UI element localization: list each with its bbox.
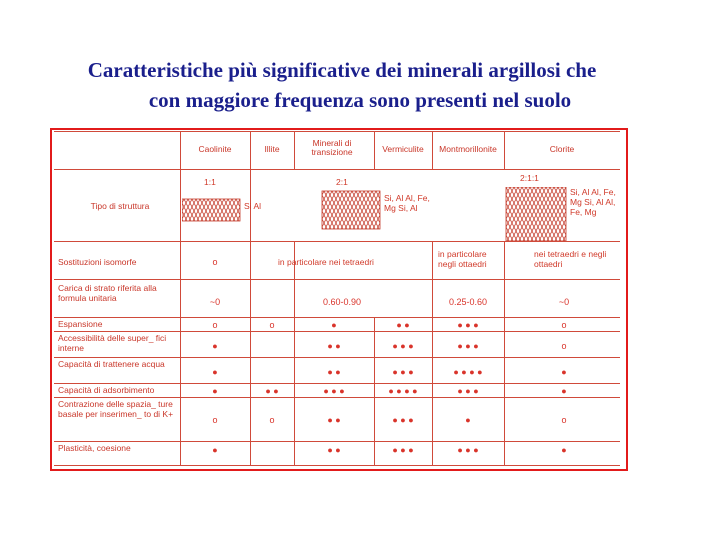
ratio-21: 2:1 (336, 177, 348, 187)
property-mark: ● (331, 320, 337, 330)
property-mark: ● (561, 386, 567, 396)
table-rule (54, 383, 620, 384)
property-mark: ● ● (265, 386, 279, 396)
table-rule (54, 131, 620, 132)
property-mark: o (212, 320, 218, 330)
table-rule (54, 441, 620, 442)
substitutions-chlorite-text: nei tetraedri e negli ottaedri (534, 249, 607, 269)
slide-title-line2: con maggiore frequenza sono presenti nel suolo (148, 88, 572, 112)
table-rule (54, 279, 620, 280)
layer-charge-montmorillonite: 0.25-0.60 (448, 297, 488, 307)
table-rule (294, 241, 295, 465)
property-mark: ● ● ● (392, 445, 414, 455)
mark-kaolinite-substitutions: o (212, 257, 218, 267)
chlorite-layer-diagram (506, 187, 566, 241)
kaolinite-structure-label: Si Al (244, 201, 262, 211)
row-label-layer-charge: Carica di strato riferita alla formula unitaria (58, 283, 157, 303)
table-rule (54, 169, 620, 170)
row-label-substitutions: Sostituzioni isomorfe (58, 257, 137, 267)
row-label-accessibility: Accessibilità delle super_ fici interne (58, 333, 167, 353)
property-mark: ● (561, 367, 567, 377)
property-mark: ● ● ● (457, 386, 479, 396)
ratio-211: 2:1:1 (520, 173, 539, 183)
property-mark: ● ● (327, 341, 341, 351)
property-mark: o (561, 320, 567, 330)
table-rule (54, 397, 620, 398)
property-mark: ● ● ● (457, 445, 479, 455)
property-mark: ● ● ● (392, 341, 414, 351)
property-mark: ● ● (327, 367, 341, 377)
property-mark: ● (212, 386, 218, 396)
header-illite: Illite (264, 144, 280, 154)
header-kaolinite: Caolinite (198, 144, 232, 154)
property-mark: ● ● ● ● (388, 386, 418, 396)
property-mark: o (212, 415, 218, 425)
property-mark: ● ● (327, 445, 341, 455)
table-rule (294, 131, 295, 169)
property-mark: ● ● ● (323, 386, 345, 396)
row-label-plasticity: Plasticità, coesione (58, 443, 131, 453)
property-mark: ● ● ● (457, 320, 479, 330)
row-label-structure: Tipo di struttura (90, 201, 150, 211)
table-rule (54, 465, 620, 466)
property-mark: ● ● ● (392, 415, 414, 425)
table-rule (54, 241, 620, 242)
chlorite-structure-label: Si, Al Al, Fe, Mg Si, Al Al, Fe, Mg (570, 187, 616, 217)
header-chlorite: Clorite (549, 144, 575, 154)
table-rule (250, 131, 251, 465)
property-mark: o (269, 320, 275, 330)
header-montmorillonite: Montmorillonite (439, 144, 497, 154)
clay-minerals-table (54, 131, 620, 465)
layer-charge-21: 0.60-0.90 (322, 297, 362, 307)
property-mark: ● ● ● (457, 341, 479, 351)
slide-title-line1: Caratteristiche più significative dei minerali argillosi che (87, 58, 597, 82)
property-mark: ● ● (396, 320, 410, 330)
property-mark: ● (561, 445, 567, 455)
header-transition-minerals: Minerali di transizione (311, 138, 353, 157)
property-mark: ● (465, 415, 471, 425)
property-mark: ● (212, 367, 218, 377)
substitutions-tetra-text: in particolare nei tetraedri (278, 257, 374, 267)
property-mark: ● ● ● ● (453, 367, 483, 377)
row-label-expansion: Espansione (58, 319, 103, 329)
property-mark: ● (212, 445, 218, 455)
21-structure-label: Si, Al Al, Fe, Mg Si, Al (384, 193, 430, 213)
table-rule (54, 357, 620, 358)
layer-charge-kaolinite: ~0 (209, 297, 221, 307)
table-rule (504, 241, 505, 465)
row-label-adsorption: Capacità di adsorbimento (58, 385, 155, 395)
property-mark: ● (212, 341, 218, 351)
21-layer-diagram (322, 191, 380, 229)
property-mark: o (269, 415, 275, 425)
table-rule (432, 241, 433, 465)
row-label-contraction: Contrazione delle spazia_ ture basale per inserimen_ to di K+ (58, 399, 174, 419)
substitutions-octa-text: in particolare negli ottaedri (438, 249, 487, 269)
property-mark: ● ● ● (392, 367, 414, 377)
header-vermiculite: Vermiculite (382, 144, 424, 154)
property-mark: o (561, 341, 567, 351)
row-label-water-retention: Capacità di trattenere acqua (58, 359, 165, 369)
table-rule (54, 331, 620, 332)
ratio-11: 1:1 (204, 177, 216, 187)
table-rule (374, 317, 375, 465)
layer-charge-chlorite: ~0 (558, 297, 570, 307)
kaolinite-layer-diagram (182, 199, 240, 221)
table-rule (54, 317, 620, 318)
property-mark: o (561, 415, 567, 425)
property-mark: ● ● (327, 415, 341, 425)
